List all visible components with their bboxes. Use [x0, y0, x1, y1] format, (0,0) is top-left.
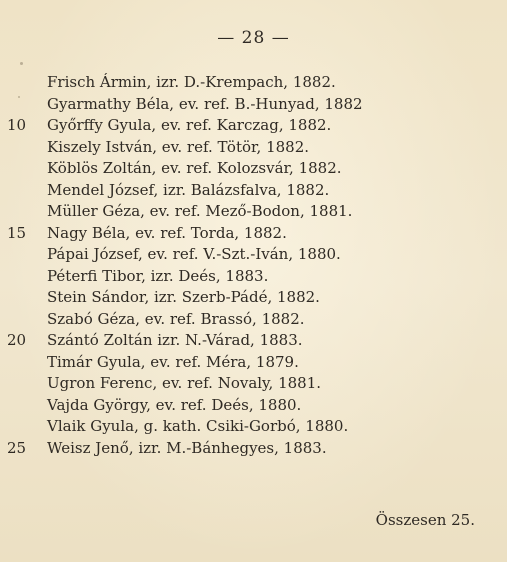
entry-text: Pápai József, ev. ref. V.-Szt.-Iván, 1880. [47, 245, 341, 263]
entry-text: Gyarmathy Béla, ev. ref. B.-Hunyad, 1882 [47, 94, 363, 113]
list-item [0, 287, 507, 309]
list-item [0, 373, 507, 395]
page-number: — 28 — [217, 28, 290, 48]
list-item [0, 266, 507, 288]
entry-text: Vajda György, ev. ref. Deés, 1880. [47, 395, 302, 414]
list-item [0, 223, 507, 245]
entry-text: Weisz Jenő, izr. M.-Bánhegyes, 1883. [47, 438, 327, 457]
entry-text: Nagy Béla, ev. ref. Torda, 1882. [47, 223, 287, 242]
entry-text: Stein Sándor, izr. Szerb-Pádé, 1882. [47, 288, 320, 306]
line-number: 15 [7, 223, 27, 242]
entry-text: Vlaik Gyula, g. kath. Csiki-Gorbó, 1880. [47, 417, 349, 435]
entry-text: Péterfi Tibor, izr. Deés, 1883. [47, 266, 269, 285]
list-item [0, 352, 507, 374]
list-item [0, 158, 507, 180]
line-number: 25 [7, 438, 27, 457]
entry-text: Müller Géza, ev. ref. Mező-Bodon, 1881. [47, 202, 353, 220]
total-count: Összesen 25. [375, 511, 475, 529]
entry-text: Frisch Ármin, izr. D.-Krempach, 1882. [47, 73, 336, 91]
entry-text: Ugron Ferenc, ev. ref. Novaly, 1881. [47, 374, 322, 392]
list-item [0, 180, 507, 202]
list-item [0, 330, 507, 352]
list-item [0, 244, 507, 266]
line-number: 10 [7, 116, 27, 134]
list-item [0, 395, 507, 417]
list-item [0, 94, 507, 116]
entry-text: Köblös Zoltán, ev. ref. Kolozsvár, 1882. [47, 159, 342, 177]
entry-text: Szabó Géza, ev. ref. Brassó, 1882. [47, 309, 305, 328]
list-item [0, 137, 507, 159]
entry-text: Szántó Zoltán izr. N.-Várad, 1883. [47, 331, 303, 349]
list-item [0, 416, 507, 438]
entry-text: Győrffy Gyula, ev. ref. Karczag, 1882. [47, 116, 332, 134]
list-item [0, 438, 507, 460]
list-item [0, 72, 507, 94]
entry-text: Mendel József, izr. Balázsfalva, 1882. [47, 180, 330, 199]
list-item [0, 309, 507, 331]
list-item [0, 201, 507, 223]
line-number: 20 [7, 331, 27, 349]
entry-text: Kiszely István, ev. ref. Tötör, 1882. [47, 137, 310, 156]
entry-text: Timár Gyula, ev. ref. Méra, 1879. [47, 352, 299, 371]
paper-speck [20, 62, 23, 65]
list-item [0, 115, 507, 137]
name-list [0, 72, 507, 459]
